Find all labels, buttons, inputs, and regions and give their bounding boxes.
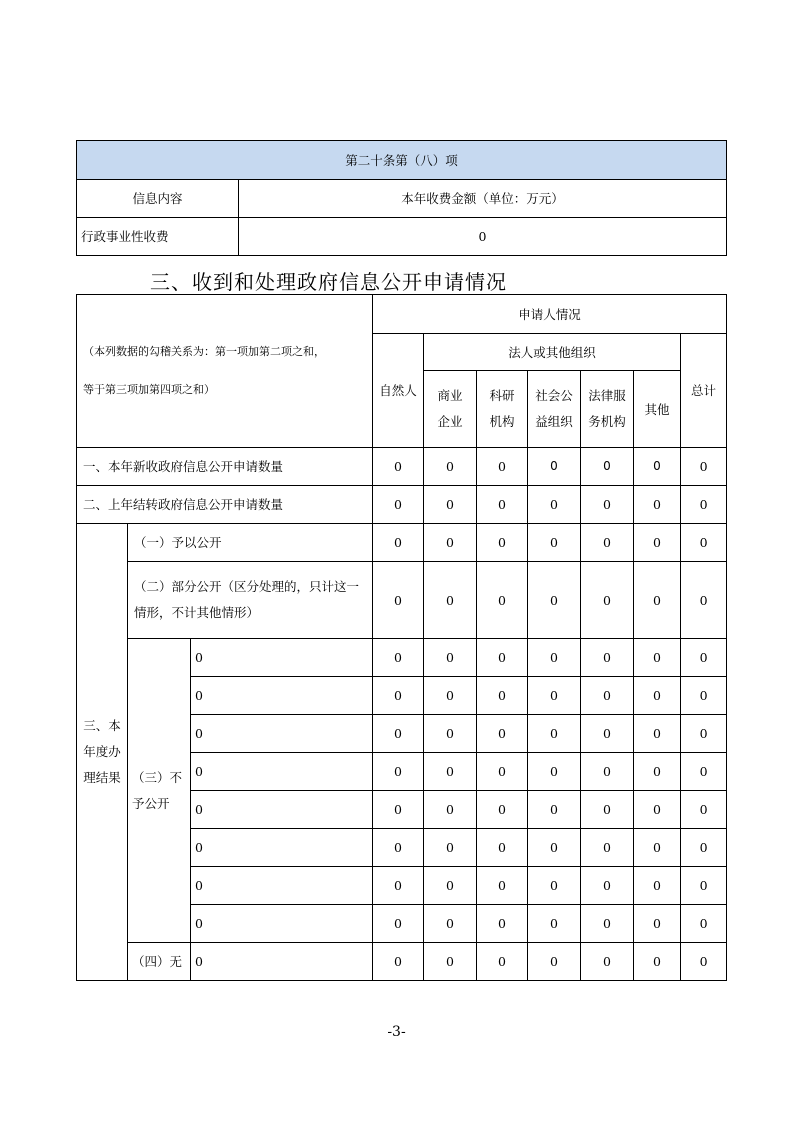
fee-row-value: 0 (239, 218, 727, 256)
row3d-reason: 0 (191, 943, 373, 981)
row3a-value: 0 (634, 524, 681, 562)
row3c-value: 0 (424, 639, 477, 677)
row3c-label (128, 639, 191, 943)
fee-col1-header: 信息内容 (77, 180, 239, 218)
row1-value: 0 (528, 448, 581, 486)
relation-note-line-1: （本列数据的勾稽关系为：第一项加第二项之和， (83, 345, 325, 358)
row3c-reason: 0 (191, 639, 373, 677)
row3c-value: 0 (424, 753, 477, 791)
row3a-label: （一）予以公开 (128, 524, 373, 562)
row3c-value: 0 (581, 791, 634, 829)
col-legal-service-line-2: 务机构 (588, 414, 626, 429)
row3c-value: 0 (373, 905, 424, 943)
row3c-label-line-2: 予公开 (132, 795, 170, 811)
col-research-line-2: 机构 (489, 414, 515, 429)
application-table (76, 294, 727, 981)
row3c-value: 0 (634, 715, 681, 753)
relation-note-line-2: 等于第三项加第四项之和） (83, 383, 215, 396)
row3c-value: 0 (528, 905, 581, 943)
row3d-value: 0 (424, 943, 477, 981)
col-research-line-1: 科研 (489, 388, 515, 403)
row3c-value: 0 (681, 829, 727, 867)
col-social-line-2: 益组织 (535, 414, 573, 429)
row3a-value: 0 (477, 524, 528, 562)
row1-value: 0 (424, 448, 477, 486)
section3-label-line-3: 理结果 (83, 770, 121, 785)
row3b-value: 0 (581, 562, 634, 639)
row3c-value: 0 (634, 791, 681, 829)
legal-entity-header: 法人或其他组织 (424, 334, 681, 371)
row3c-value: 0 (477, 753, 528, 791)
row3c-value: 0 (634, 829, 681, 867)
row3a-value: 0 (373, 524, 424, 562)
col-legal-service (581, 371, 634, 448)
row3c-value: 0 (681, 753, 727, 791)
row3c-label-line-1: （三）不 (132, 769, 183, 785)
row3a-value: 0 (581, 524, 634, 562)
row3a-value: 0 (681, 524, 727, 562)
row3c-reason: 0 (191, 829, 373, 867)
row3c-reason: 0 (191, 715, 373, 753)
row2-label: 二、上年结转政府信息公开申请数量 (77, 486, 373, 524)
col-business-line-1: 商业 (437, 388, 463, 403)
row3c-value: 0 (373, 791, 424, 829)
row2-value: 0 (424, 486, 477, 524)
row3c-value: 0 (477, 867, 528, 905)
row2-value: 0 (373, 486, 424, 524)
row3b-value: 0 (424, 562, 477, 639)
row3c-reason: 0 (191, 677, 373, 715)
row3d-value: 0 (634, 943, 681, 981)
row3c-value: 0 (681, 867, 727, 905)
row1-value: 0 (634, 448, 681, 486)
row3b-value: 0 (634, 562, 681, 639)
row3c-value: 0 (477, 639, 528, 677)
row3c-value: 0 (528, 639, 581, 677)
row1-value: 0 (681, 448, 727, 486)
row3c-value: 0 (477, 905, 528, 943)
section3-label (77, 524, 128, 981)
row3c-value: 0 (528, 715, 581, 753)
row3c-value: 0 (373, 715, 424, 753)
row3b-value: 0 (477, 562, 528, 639)
row3c-value: 0 (528, 677, 581, 715)
col-legal-service-line-1: 法律服 (588, 388, 626, 403)
row3c-value: 0 (581, 829, 634, 867)
page-number: -3- (387, 1024, 406, 1040)
row3c-value: 0 (581, 715, 634, 753)
row3c-value: 0 (424, 867, 477, 905)
col-natural-person: 自然人 (373, 334, 424, 448)
row2-value: 0 (581, 486, 634, 524)
row3c-reason: 0 (191, 753, 373, 791)
section-title: 三、收到和处理政府信息公开申请情况 (150, 270, 507, 294)
row3c-reason: 0 (191, 791, 373, 829)
row1-label: 一、本年新收政府信息公开申请数量 (77, 448, 373, 486)
row3c-value: 0 (528, 753, 581, 791)
applicant-header: 申请人情况 (373, 295, 727, 334)
row3d-value: 0 (528, 943, 581, 981)
row3c-value: 0 (477, 829, 528, 867)
row3a-value: 0 (528, 524, 581, 562)
fee-col2-header: 本年收费金额（单位：万元） (239, 180, 727, 218)
row3b-value: 0 (528, 562, 581, 639)
row3c-value: 0 (424, 677, 477, 715)
row3d-label: （四）无 (128, 943, 191, 981)
row2-value: 0 (634, 486, 681, 524)
row3c-value: 0 (424, 905, 477, 943)
row3b-label-line-1: （二）部分公开（区分处理的，只计这一 (134, 579, 360, 594)
row3c-value: 0 (581, 677, 634, 715)
row1-value: 0 (581, 448, 634, 486)
col-social (528, 371, 581, 448)
row3c-value: 0 (581, 905, 634, 943)
row3c-value: 0 (681, 791, 727, 829)
row3c-value: 0 (681, 715, 727, 753)
row3c-value: 0 (424, 829, 477, 867)
row3c-value: 0 (528, 829, 581, 867)
row3c-value: 0 (373, 639, 424, 677)
row3d-value: 0 (373, 943, 424, 981)
row3d-value: 0 (477, 943, 528, 981)
fee-row-label: 行政事业性收费 (77, 218, 239, 256)
row3c-value: 0 (681, 905, 727, 943)
row1-value: 0 (477, 448, 528, 486)
row3c-value: 0 (634, 639, 681, 677)
fee-table (76, 140, 727, 256)
row3b-label-line-2: 情形，不计其他情形） (134, 605, 260, 620)
section3-label-line-1: 三、本 (83, 718, 121, 733)
row3b-value: 0 (681, 562, 727, 639)
row3d-value: 0 (581, 943, 634, 981)
row3c-value: 0 (634, 905, 681, 943)
row3b-value: 0 (373, 562, 424, 639)
row3c-value: 0 (373, 867, 424, 905)
section3-label-line-2: 年度办 (83, 744, 121, 759)
row3c-value: 0 (477, 791, 528, 829)
row3c-value: 0 (528, 791, 581, 829)
row3c-value: 0 (581, 639, 634, 677)
row3c-value: 0 (477, 715, 528, 753)
relation-note-cell (77, 295, 373, 448)
row3c-value: 0 (634, 867, 681, 905)
col-research (477, 371, 528, 448)
row3c-value: 0 (477, 677, 528, 715)
row3c-reason: 0 (191, 905, 373, 943)
col-other: 其他 (634, 371, 681, 448)
row3c-value: 0 (634, 677, 681, 715)
row3c-value: 0 (634, 753, 681, 791)
row3c-value: 0 (528, 867, 581, 905)
col-business (424, 371, 477, 448)
col-social-line-1: 社会公 (535, 388, 573, 403)
row3c-value: 0 (581, 753, 634, 791)
row2-value: 0 (528, 486, 581, 524)
row2-value: 0 (477, 486, 528, 524)
row3c-value: 0 (373, 753, 424, 791)
fee-table-header: 第二十条第（八）项 (77, 141, 727, 180)
col-business-line-2: 企业 (437, 414, 463, 429)
col-total: 总计 (681, 334, 727, 448)
row3d-value: 0 (681, 943, 727, 981)
row3c-reason: 0 (191, 867, 373, 905)
row3c-value: 0 (373, 677, 424, 715)
row3c-value: 0 (373, 829, 424, 867)
row3c-value: 0 (424, 715, 477, 753)
row3c-value: 0 (424, 791, 477, 829)
row3b-label (128, 562, 373, 639)
row3c-value: 0 (681, 677, 727, 715)
row3c-value: 0 (581, 867, 634, 905)
row3c-value: 0 (681, 639, 727, 677)
row3a-value: 0 (424, 524, 477, 562)
row2-value: 0 (681, 486, 727, 524)
row1-value: 0 (373, 448, 424, 486)
